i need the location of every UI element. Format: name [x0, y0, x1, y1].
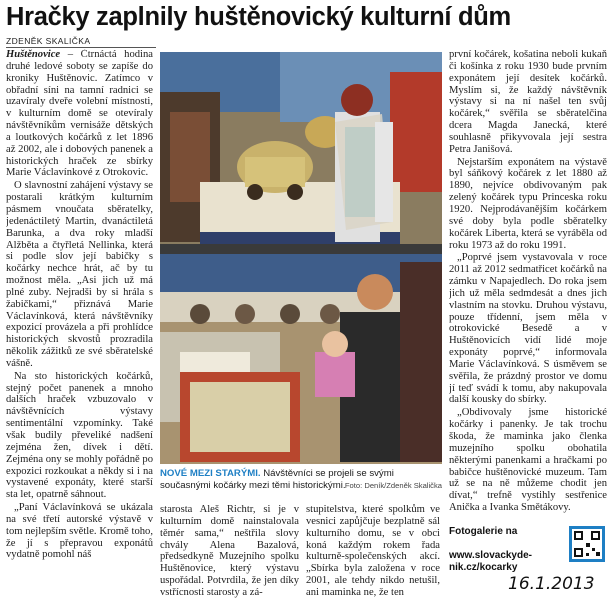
headline: Hračky zaplnily huštěnovický kulturní dům: [6, 3, 511, 31]
paragraph-1: [6, 49, 153, 179]
gallery-link[interactable]: www.slovackyde-nik.cz/kocarky: [449, 550, 532, 573]
paragraph-3: „Poprvé jsem vystavovala v roce 2011 až 2012 sedmatřicet kočárků na zámku v Napajedlech. Do roka jsem jich už měla sedmdesát a dnes jich vlastním na stovku. Druhou výstavu, pouze třídenní, jsem měla v otrokovické Besedě a v Huštěnovicích vidí lidé moje exponáty poprvé,“ informovala Marie Václavínková. S úsměvem se svěřila, že prázdný prostor ve domu jí teď svádí k tomu, aby nakupovala další kousky do sbírky.: [449, 252, 607, 406]
gallery-title: Fotogalerie na: [449, 526, 518, 537]
paragraph-3: Na sto historických kočárků, stejný počet panenek a mnoho dalších hraček vzbuzovalo v návštěvnících výstavy sentimentální vzpomínky. Také však budily převeliké nadšení zejména žen, dívek i dětí. Zejména ony se mohly pořádně po expozici rozkoukat a někdy si i na vystavené exponáty, které starší sta let, opatrně sáhnout.: [6, 370, 153, 501]
paragraph-1: první kočárek, košatina neboli kukaň či košínka z roku 1930 bude prvním exponátem její desítek kočárků. Myslím si, že každý návštěvník výstavy si na ní našel ten svůj kočárek,“ svěřila se sběratelčina dcera Magda Janecká, které souhlasně přikyvovala její sestra Petra Janišová.: [449, 49, 607, 155]
paragraph-2: O slavnostní zahájení výstavy se postarali krátkým kulturním pásmem vnoučata sběratelky, jedenáctiletý Martin, dvanáctiletá Barunka, a dva roky mladší Alžběta a čtyřletá Nellinka, která si podle slov její babičky s kočárky nechce hrát, ač by tu možnost měla. „Asi jich už má plné zuby. Nejradši by si hrála s žabičkami,“ přiznává Marie Václavínková, která návštěvníky expozicí provázela a při prohlídce historických skvostů prozradila několik zážitků ze své sběratelské vášně.: [6, 180, 153, 369]
qr-code-icon: [569, 526, 605, 562]
article-column-2: [160, 504, 299, 598]
article-column-3: [306, 504, 440, 598]
article-column-4: [449, 49, 607, 519]
article-column-1: [6, 49, 153, 597]
dateline: Huštěnovice: [6, 49, 61, 60]
handwritten-date: 16.1.2013: [508, 574, 595, 594]
paragraph-text: starosta Aleš Richtr, si je v kulturním domě nainstalovala těmér sama,“ neštřila slovy chvály Alena Bazalová, předsedkyně Muzejního spolku Huštěnovice, který výstavu uspořádal. Potvrdila, že jen díky vstřícnosti starosty a zá-: [160, 504, 299, 598]
photo-credit: Foto: Deník/Zdeněk Skalička: [344, 481, 442, 490]
caption-head: NOVÉ MEZI STARÝMI.: [160, 468, 261, 479]
photo-caption: [160, 468, 442, 500]
photo-illustration: [160, 52, 442, 464]
caption-text: Návštěvníci se projeli se svými současnými kočárky mezi těmi historickými.: [160, 468, 394, 491]
paragraph-text: – Čtrnáctá hodina druhé ledové soboty se zapíše do kroniky Huštěnovic. Zatímco v obřadní síni na tamní radnici se uzavíraly dveře volební místnosti, v kulturním domě se otevíraly návštěvníkům vernisáže dětských a loutkových kočárků z let 1896 až 2002, ale i dobových panenek a historických hraček ze sbírky Marie Václavínkové z Otrokovic.: [6, 49, 153, 179]
article-photo: [160, 52, 442, 464]
paragraph-2: Nejstarším exponátem na výstavě byl sáňkový kočárek z let 1880 až 1890, nejvíce obdivovaným pak zelený kočárek typu Princeska roku 1920. Nejprodávanějším kočárkem své doby byla podle sběratelky kočárek Liberta, která se vyráběla od roku 1973 až do roku 1991.: [449, 156, 607, 251]
paragraph-text: stupitelstva, které spolkům ve vesnici zapůjčuje bezplatně sál kulturního domu, se v obci koná každým rokem řada kulturně-společenských akcí. „Sbírka byla založena v roce 2001, ale tehdy nikdo netušil, ani maminka ne, že ten: [306, 504, 440, 598]
paragraph-4: „Obdivovaly jsme historické kočárky i panenky. Je tak trochu škoda, že maminka jako členka muzejního spolku obohatila některými panenkami a hračkami po babičce huštěnovické muzeum. Tam už se na ně můžeme chodit jen dívat,“ trefně vystihly sestřenice Anička a Ivanka Smětákovy.: [449, 407, 607, 514]
byline: ZDENĚK SKALIČKA: [6, 36, 156, 48]
paragraph-4: „Paní Václavínková se ukázala na své třetí autorské výstavě v tom nejlepším světle. Kromě toho, že jí s přepravou exponátů vydatně pomohl náš: [6, 502, 153, 561]
